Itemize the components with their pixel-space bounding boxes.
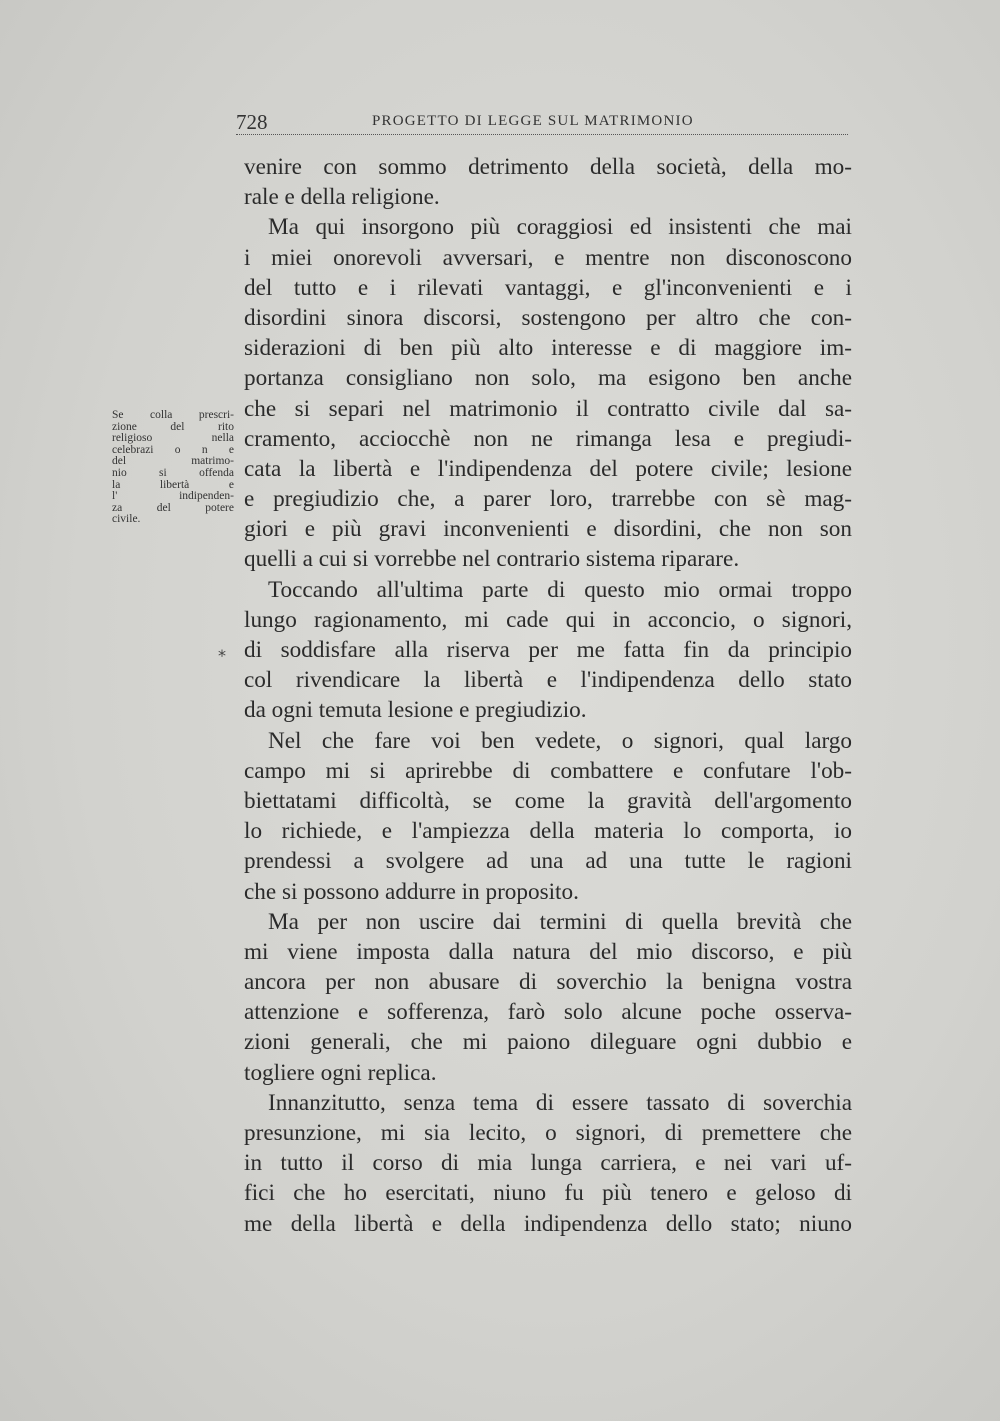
margin-note-line: del matrimo-: [112, 455, 234, 468]
text-line: portanza consigliano non solo, ma esigono ben anche: [244, 365, 852, 392]
page-number: 728: [236, 110, 268, 134]
text-line: in tutto il corso di mia lunga carriera, e nei vari uf-: [244, 1150, 852, 1177]
margin-note-line: l' indipenden-: [112, 490, 234, 503]
text-line: presunzione, mi sia lecito, o signori, di premettere che: [244, 1120, 852, 1146]
text-line: disordini sinora discorsi, sostengono per altro che con-: [244, 304, 852, 331]
margin-note: [112, 410, 234, 526]
text-line: Toccando all'ultima parte di questo mio ormai troppo: [268, 576, 852, 603]
text-line: quelli a cui si vorrebbe nel contrario sistema riparare.: [244, 546, 740, 573]
text-line: Ma per non uscire dai termini di quella brevità che: [268, 908, 852, 935]
text-line: Ma qui insorgono più coraggiosi ed insistenti che mai: [268, 214, 852, 241]
text-line: cramento, acciocchè non ne rimanga lesa e pregiudi-: [244, 425, 852, 452]
text-line: prendessi a svolgere ad una ad una tutte le ragioni: [244, 848, 852, 875]
text-line: campo mi si aprirebbe di combattere e confutare l'ob-: [244, 757, 852, 784]
text-line: togliere ogni replica.: [244, 1059, 437, 1086]
text-line: rale e della religione.: [244, 184, 440, 211]
text-line: cata la libertà e l'indipendenza del potere civile; lesione: [244, 455, 852, 482]
text-line: col rivendicare la libertà e l'indipendenza dello stato: [244, 667, 852, 694]
text-line: ancora per non abusare di soverchio la benigna vostra: [244, 969, 852, 996]
margin-note-line: nio si offenda: [112, 466, 234, 479]
text-line: siderazioni di ben più alto interesse e di maggiore im-: [244, 335, 852, 362]
text-line: di soddisfare alla riserva per me fatta fin da principio: [244, 637, 852, 663]
body-text: [244, 152, 852, 1239]
margin-note-line: Se colla prescri-: [112, 409, 234, 421]
text-line: mi viene imposta dalla natura del mio discorso, e più: [244, 938, 852, 965]
text-line: del tutto e i rilevati vantaggi, e gl'inconvenienti e i: [244, 274, 852, 301]
text-line: me della libertà e della indipendenza dello stato; niuno: [244, 1210, 852, 1237]
text-line: giori e più gravi inconvenienti e disordini, che non son: [244, 516, 852, 543]
page-header: [236, 106, 848, 135]
text-line: da ogni temuta lesione e pregiudizio.: [244, 697, 587, 724]
text-line: fici che ho esercitati, niuno fu più tenero e geloso di: [244, 1180, 852, 1207]
text-line: biettatami difficoltà, se come la gravità dell'argomento: [244, 787, 852, 814]
margin-note-line: religioso nella: [112, 432, 234, 445]
margin-note-line: la libertà e: [112, 478, 234, 491]
text-line: zioni generali, che mi paiono dileguare ogni dubbio e: [244, 1029, 852, 1056]
margin-note-line: zione del rito: [112, 420, 234, 433]
running-title: PROGETTO DI LEGGE SUL MATRIMONIO: [372, 113, 694, 129]
margin-note-line: civile.: [112, 513, 141, 526]
text-line: i miei onorevoli avversari, e mentre non disconoscono: [244, 244, 852, 271]
text-line: e pregiudizio che, a parer loro, trarrebbe con sè mag-: [244, 486, 852, 513]
margin-note-line: celebrazi o n e: [112, 443, 234, 456]
handwritten-mark: *: [218, 646, 226, 665]
margin-note-line: za del potere: [112, 501, 234, 514]
text-line: attenzione e sofferenza, farò solo alcune poche osserva-: [244, 999, 852, 1026]
text-line: che si possono addurre in proposito.: [244, 878, 579, 905]
text-line: lo richiede, e l'ampiezza della materia lo comporta, io: [244, 818, 852, 845]
text-line: che si separi nel matrimonio il contratto civile dal sa-: [244, 395, 852, 422]
text-line: lungo ragionamento, mi cade qui in acconcio, o signori,: [244, 606, 852, 633]
text-line: Innanzitutto, senza tema di essere tassato di soverchia: [268, 1089, 852, 1116]
text-line: Nel che fare voi ben vedete, o signori, qual largo: [268, 727, 852, 754]
text-line: venire con sommo detrimento della società, della mo-: [244, 154, 852, 180]
